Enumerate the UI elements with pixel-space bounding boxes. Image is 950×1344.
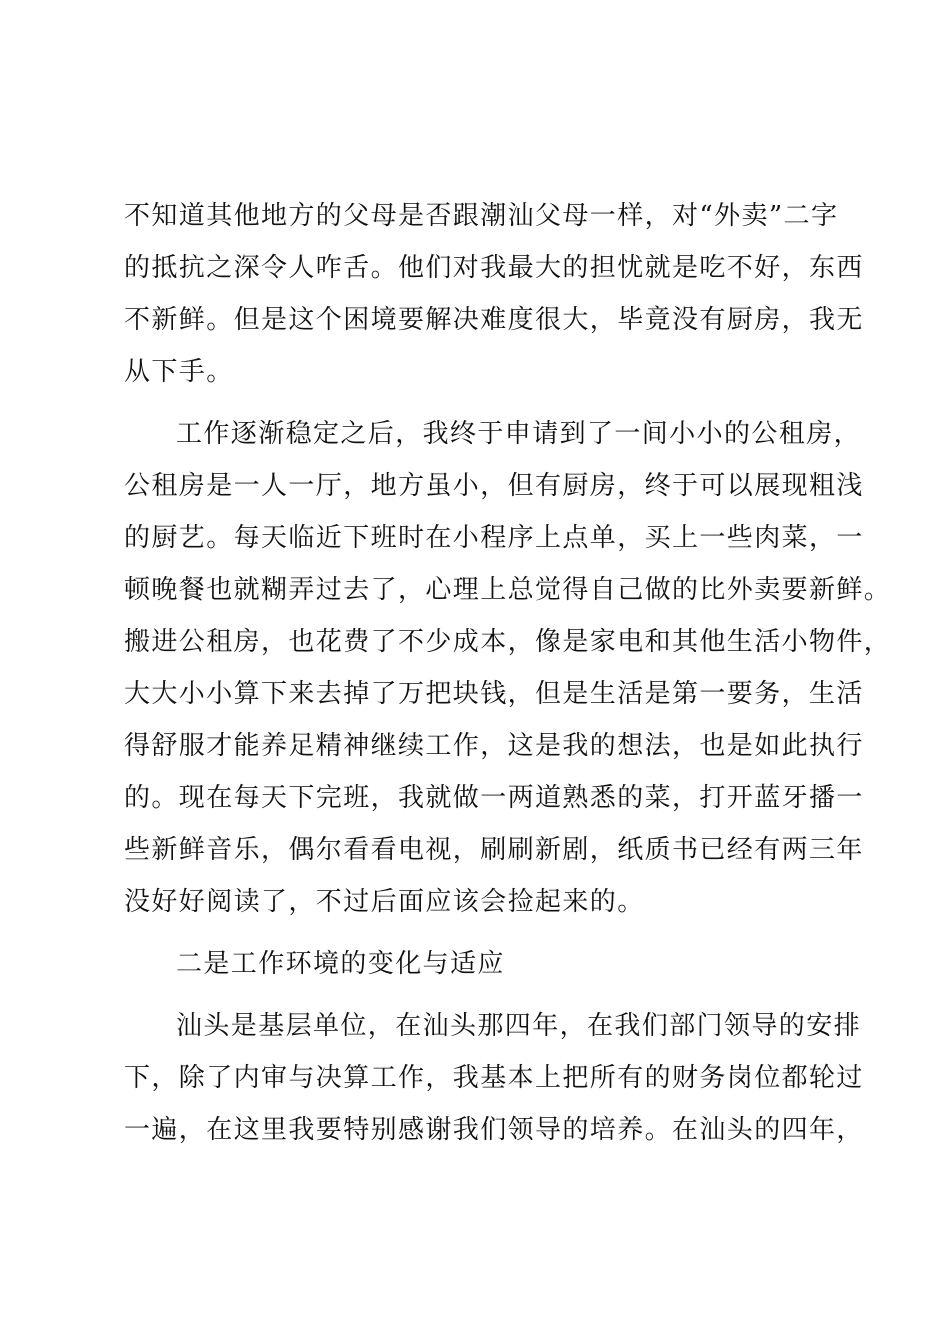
text-line: 得舒服才能养足精神继续工作，这是我的想法，也是如此执行 — [124, 731, 864, 761]
paragraph-gap — [124, 990, 836, 1000]
paragraph-3 — [124, 1000, 864, 1156]
paragraph-2 — [124, 408, 892, 928]
text-line: 从下手。 — [124, 357, 234, 387]
paragraph-1 — [124, 190, 864, 398]
text-line: 不知道其他地方的父母是否跟潮汕父母一样，对“外卖”二字 — [124, 201, 839, 231]
text-line: 工作逐渐稳定之后，我终于申请到了一间小小的公租房， — [176, 419, 862, 449]
text-line: 一遍，在这里我要特别感谢我们领导的培养。在汕头的四年， — [124, 1115, 864, 1145]
section-heading: 二是工作环境的变化与适应 — [176, 949, 505, 979]
text-line: 公租房是一人一厅，地方虽小，但有厨房，终于可以展现粗浅 — [124, 471, 864, 501]
text-line: 些新鲜音乐，偶尔看看电视，刷刷新剧，纸质书已经有两三年 — [124, 835, 864, 865]
text-line: 的厨艺。每天临近下班时在小程序上点单，买上一些肉菜，一 — [124, 523, 864, 553]
text-line: 大大小小算下来去掉了万把块钱，但是生活是第一要务，生活 — [124, 679, 864, 709]
paragraph-gap — [124, 928, 836, 938]
text-line: 下，除了内审与决算工作，我基本上把所有的财务岗位都轮过 — [124, 1063, 864, 1093]
text-line: 搬进公租房，也花费了不少成本，像是家电和其他生活小物件， — [124, 627, 892, 657]
text-line: 没好好阅读了，不过后面应该会捡起来的。 — [124, 887, 645, 917]
paragraph-gap — [124, 398, 836, 408]
text-line: 的抵抗之深令人咋舌。他们对我最大的担忧就是吃不好，东西 — [124, 253, 864, 283]
document-body — [124, 190, 892, 1156]
text-line: 顿晚餐也就糊弄过去了，心理上总觉得自己做的比外卖要新鲜。 — [124, 575, 892, 605]
text-line: 的。现在每天下完班，我就做一两道熟悉的菜，打开蓝牙播一 — [124, 783, 864, 813]
text-line: 不新鲜。但是这个困境要解决难度很大，毕竟没有厨房，我无 — [124, 305, 864, 335]
text-line: 汕头是基层单位，在汕头那四年，在我们部门领导的安排 — [176, 1011, 862, 1041]
